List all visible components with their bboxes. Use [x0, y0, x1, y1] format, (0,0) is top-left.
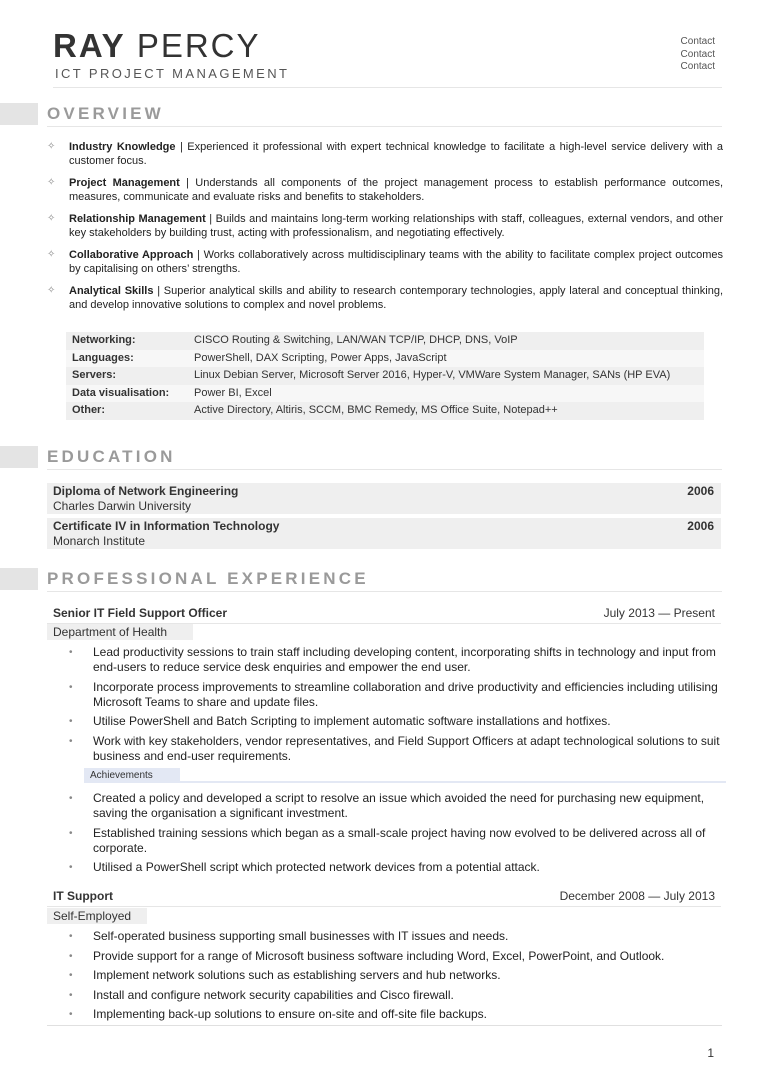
- overview-item-text: | Works collaboratively across multidisciplinary teams with the ability to facilitate complex project outcomes by capitalising on others’ strengths.: [69, 249, 723, 275]
- footer-divider: [47, 1025, 722, 1026]
- overview-item-label: Relationship Management: [69, 213, 206, 225]
- employer-name: Self-Employed: [47, 908, 147, 924]
- dot-bullet-icon: •: [69, 862, 73, 873]
- duty-text: Utilise PowerShell and Batch Scripting to implement automatic software installations and hotfixes.: [93, 714, 611, 728]
- skill-category: Networking:: [72, 334, 136, 346]
- education-row: [47, 483, 721, 514]
- achievement-item: [66, 860, 722, 875]
- diamond-bullet-icon: ✧: [47, 141, 56, 152]
- graduation-year: 2006: [687, 519, 714, 533]
- header-divider: [53, 87, 722, 88]
- contact-line: Contact: [680, 36, 715, 47]
- dot-bullet-icon: •: [69, 950, 73, 962]
- overview-item: [47, 284, 723, 312]
- section-header-overview: [0, 103, 768, 125]
- duty-text: Work with key stakeholders, vendor representatives, and Field Support Officers at adapt technological solutions to suit business and end-user requirements.: [93, 733, 720, 763]
- diamond-bullet-icon: ✧: [47, 249, 56, 260]
- dot-bullet-icon: •: [69, 970, 73, 981]
- dot-bullet-icon: •: [69, 793, 73, 804]
- overview-item: [47, 140, 723, 168]
- achievements-divider: [180, 781, 726, 783]
- institution-name: Charles Darwin University: [53, 499, 192, 513]
- duty-text: Implement network solutions such as establishing servers and hub networks.: [93, 968, 501, 982]
- graduation-year: 2006: [687, 484, 714, 498]
- candidate-name: [53, 26, 261, 66]
- dot-bullet-icon: •: [69, 827, 73, 839]
- skills-row: [66, 385, 704, 403]
- duty-item: [66, 949, 722, 964]
- duty-item: [66, 714, 722, 729]
- duty-item: [66, 988, 722, 1003]
- contact-line: Contact: [680, 61, 715, 72]
- achievement-item: [66, 826, 722, 856]
- overview-item-label: Analytical Skills: [69, 285, 154, 297]
- employer-name: Department of Health: [47, 624, 193, 640]
- skill-category: Languages:: [72, 351, 134, 364]
- duty-text: Self-operated business supporting small businesses with IT issues and needs.: [93, 929, 509, 943]
- job-dates: December 2008 — July 2013: [559, 889, 715, 903]
- duty-text: Implementing back-up solutions to ensure on-site and off-site file backups.: [93, 1007, 487, 1021]
- achievement-text: Utilised a PowerShell script which protected network devices from a potential attack.: [93, 860, 540, 874]
- page-number: 1: [707, 1046, 714, 1060]
- overview-item: [47, 212, 723, 240]
- duty-item: [66, 680, 722, 710]
- skill-values: Power BI, Excel: [194, 386, 272, 399]
- overview-item-label: Project Management: [69, 177, 180, 189]
- degree-name: Diploma of Network Engineering: [53, 484, 239, 498]
- section-accent-bar: [0, 446, 38, 468]
- job-header: [47, 888, 721, 905]
- job-divider: [47, 906, 721, 907]
- skill-values: Linux Debian Server, Microsoft Server 2016, Hyper-V, VMWare System Manager, SANs (HP EVA): [194, 369, 671, 381]
- education-entry: [47, 483, 721, 514]
- skill-values: PowerShell, DAX Scripting, Power Apps, JavaScript: [194, 351, 447, 364]
- overview-list: [47, 140, 723, 320]
- section-accent-bar: [0, 103, 38, 125]
- job-duties-list: [66, 645, 722, 768]
- achievement-text: Established training sessions which began as a small-scale project having now evolved to be delivered across all of corporate.: [93, 825, 706, 855]
- job-header: [47, 605, 721, 622]
- section-accent-bar: [0, 568, 38, 590]
- skills-row: [66, 332, 704, 350]
- diamond-bullet-icon: ✧: [47, 285, 56, 296]
- job-dates: July 2013 — Present: [603, 606, 715, 620]
- job-duties-list: [66, 929, 722, 1027]
- duty-item: [66, 645, 722, 675]
- contact-block: [681, 36, 715, 74]
- dot-bullet-icon: •: [69, 1009, 73, 1020]
- skill-category: Data visualisation:: [72, 386, 170, 399]
- overview-item-text: | Superior analytical skills and ability to research contemporary technologies, apply lateral and conceptual thinking, and develop innovative solutions to complex and novel problems.: [69, 285, 723, 311]
- section-divider: [47, 126, 722, 127]
- achievements-label: Achievements: [84, 768, 180, 783]
- job-subtitle: ICT PROJECT MANAGEMENT: [55, 66, 290, 81]
- diamond-bullet-icon: ✧: [47, 213, 56, 224]
- overview-item-label: Industry Knowledge: [69, 141, 176, 153]
- overview-item-label: Collaborative Approach: [69, 249, 194, 261]
- section-title: PROFESSIONAL EXPERIENCE: [47, 569, 369, 588]
- contact-line: Contact: [680, 48, 715, 60]
- duty-text: Lead productivity sessions to train staff including developing content, incorporating shifts in technology and input from end-users to reduce service desk enquiries and empower the end user.: [93, 645, 716, 674]
- overview-item: [47, 176, 723, 204]
- education-entry: [47, 518, 721, 549]
- skill-category: Other:: [72, 404, 105, 416]
- achievements-list: [66, 791, 722, 880]
- duty-text: Incorporate process improvements to streamline collaboration and drive productivity and efficiencies including utilising Microsoft Teams to share and update files.: [93, 679, 718, 709]
- duty-text: Provide support for a range of Microsoft business software including Word, Excel, PowerPoint, and Outlook.: [93, 948, 665, 963]
- section-title: OVERVIEW: [47, 104, 164, 123]
- duty-item: [66, 1007, 722, 1022]
- education-row: [47, 518, 721, 549]
- achievement-text: Created a policy and developed a script to resolve an issue which avoided the need for purchasing new equipment, saving the organisation a significant investment.: [93, 791, 705, 820]
- section-title: EDUCATION: [47, 447, 176, 466]
- institution-name: Monarch Institute: [53, 534, 146, 548]
- dot-bullet-icon: •: [69, 681, 73, 693]
- skills-table: [66, 332, 704, 420]
- overview-item-text: | Experienced it professional with expert technical knowledge to facilitate a high-level service delivery with a customer focus.: [69, 141, 724, 167]
- skills-row: [66, 350, 704, 368]
- duty-item: [66, 734, 722, 764]
- section-header-education: [0, 446, 768, 468]
- dot-bullet-icon: •: [69, 716, 73, 727]
- skill-category: Servers:: [72, 369, 117, 381]
- dot-bullet-icon: •: [69, 931, 73, 942]
- skills-row: [66, 367, 704, 385]
- skills-row: [66, 402, 704, 420]
- skill-values: Active Directory, Altiris, SCCM, BMC Remedy, MS Office Suite, Notepad++: [194, 404, 558, 416]
- skill-values: CISCO Routing & Switching, LAN/WAN TCP/IP, DHCP, DNS, VoIP: [194, 334, 518, 346]
- overview-item: [47, 248, 723, 276]
- job-title: IT Support: [53, 889, 113, 903]
- duty-text: Install and configure network security capabilities and Cisco firewall.: [93, 987, 454, 1002]
- section-divider: [47, 469, 722, 470]
- last-name: PERCY: [136, 27, 261, 64]
- degree-name: Certificate IV in Information Technology: [53, 519, 280, 533]
- duty-item: [66, 968, 722, 983]
- dot-bullet-icon: •: [69, 735, 73, 747]
- dot-bullet-icon: •: [69, 647, 73, 658]
- dot-bullet-icon: •: [69, 989, 73, 1001]
- section-header-experience: [0, 568, 768, 590]
- overview-item-text: | Understands all components of the project management process to establish performance outcomes, measures, communicate and evaluate risks and benefits to stakeholders.: [69, 177, 723, 203]
- achievement-item: [66, 791, 722, 821]
- overview-item-text: | Builds and maintains long-term working relationships with staff, colleagues, external vendors, and other key stakeholders by building trust, acting with professionalism, and negotiating effectively.: [69, 213, 723, 239]
- diamond-bullet-icon: ✧: [47, 177, 56, 188]
- section-divider: [47, 591, 722, 592]
- job-title: Senior IT Field Support Officer: [53, 606, 228, 620]
- duty-item: [66, 929, 722, 944]
- achievements-header: [84, 768, 726, 784]
- first-name: RAY: [53, 27, 126, 64]
